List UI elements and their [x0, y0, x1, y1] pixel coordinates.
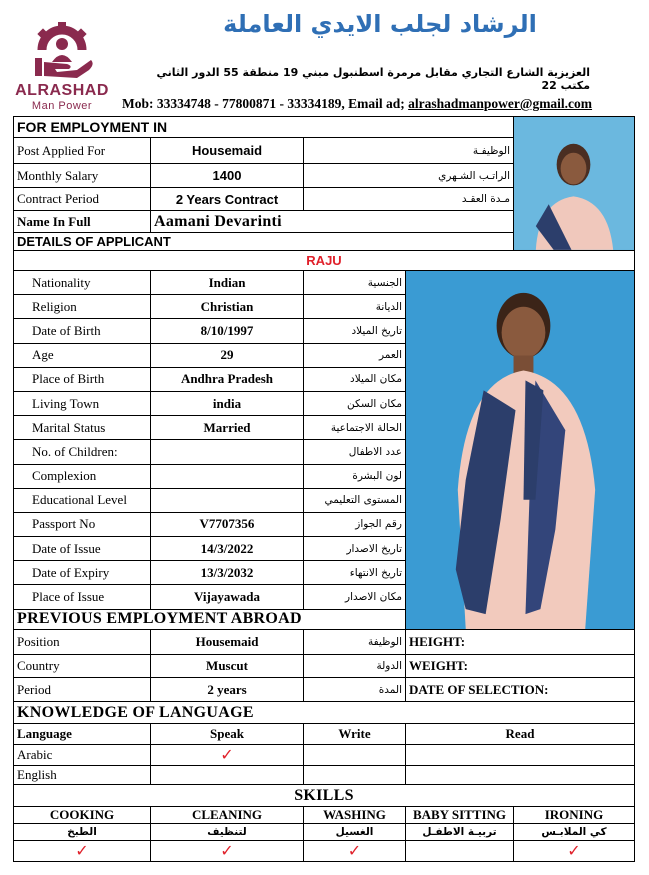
skills-heading: SKILLS	[14, 785, 635, 807]
col-write: Write	[304, 724, 406, 745]
field-label: Post Applied For	[14, 138, 151, 164]
field-value: 14/3/2022	[151, 537, 304, 561]
side-field-label: HEIGHT:	[406, 630, 635, 655]
table-row	[14, 724, 635, 745]
col-language: Language	[14, 724, 151, 745]
table-row	[14, 766, 635, 785]
field-label-ar: مكان الميلاد	[304, 367, 406, 391]
field-label: Country	[14, 655, 151, 678]
field-value: 8/10/1997	[151, 319, 304, 343]
field-label: Marital Status	[14, 416, 151, 440]
language-heading: KNOWLEDGE OF LANGUAGE	[14, 702, 635, 724]
skill-name: WASHING	[304, 807, 406, 824]
applicant-portrait-photo	[514, 117, 635, 251]
skill-name-ar: تربيـة الاطفـل	[406, 824, 514, 841]
field-label-ar: رقم الجواز	[304, 512, 406, 536]
company-logo	[14, 20, 110, 112]
speak-check	[151, 766, 304, 785]
field-value: 13/3/2032	[151, 561, 304, 585]
skill-check: ✓	[151, 841, 304, 862]
skill-name-ar: الطبخ	[14, 824, 151, 841]
field-value: Married	[151, 416, 304, 440]
field-value: 29	[151, 343, 304, 367]
skill-check: ✓	[304, 841, 406, 862]
table-row	[14, 824, 635, 841]
field-label-ar: العمر	[304, 343, 406, 367]
field-label: No. of Children:	[14, 440, 151, 464]
field-label-ar: الراتـب الشـهري	[304, 164, 514, 188]
field-value: Housemaid	[151, 138, 304, 164]
skill-name: IRONING	[514, 807, 635, 824]
skill-check	[406, 841, 514, 862]
table-row	[14, 785, 635, 807]
field-value: V7707356	[151, 512, 304, 536]
details-heading: DETAILS OF APPLICANT	[14, 233, 514, 251]
field-value: Muscut	[151, 655, 304, 678]
field-value: india	[151, 391, 304, 415]
field-label: Date of Issue	[14, 537, 151, 561]
field-label-ar: مـدة العقـد	[304, 188, 514, 211]
read-check	[406, 745, 635, 766]
field-value	[151, 464, 304, 488]
field-value: Christian	[151, 295, 304, 319]
employment-heading: FOR EMPLOYMENT IN	[14, 117, 514, 138]
field-label: Nationality	[14, 271, 151, 295]
speak-check: ✓	[151, 745, 304, 766]
skill-check: ✓	[14, 841, 151, 862]
skill-name-ar: الغسيل	[304, 824, 406, 841]
name-label: Name In Full	[14, 211, 151, 233]
field-label: Position	[14, 630, 151, 655]
field-value: Andhra Pradesh	[151, 367, 304, 391]
field-label: Living Town	[14, 391, 151, 415]
table-row	[14, 271, 635, 295]
skill-name-ar: لتنظيف	[151, 824, 304, 841]
table-row	[14, 745, 635, 766]
skill-name: BABY SITTING	[406, 807, 514, 824]
table-row	[14, 807, 635, 824]
field-label-ar: الوظيفة	[304, 630, 406, 655]
field-label-ar: الدولة	[304, 655, 406, 678]
table-row	[14, 702, 635, 724]
field-label: Contract Period	[14, 188, 151, 211]
field-label: Period	[14, 678, 151, 702]
field-label-ar: تاريخ الانتهاء	[304, 561, 406, 585]
applicant-full-photo	[406, 271, 635, 630]
skill-name: COOKING	[14, 807, 151, 824]
field-label-ar: لون البشرة	[304, 464, 406, 488]
field-label-ar: المدة	[304, 678, 406, 702]
field-value: 1400	[151, 164, 304, 188]
field-label: Age	[14, 343, 151, 367]
name-value: Aamani Devarinti	[151, 211, 514, 233]
table-row	[14, 841, 635, 862]
field-value	[151, 488, 304, 512]
col-read: Read	[406, 724, 635, 745]
previous-employment-heading: PREVIOUS EMPLOYMENT ABROAD	[14, 609, 406, 629]
field-label-ar: الحالة الاجتماعية	[304, 416, 406, 440]
gear-hand-icon	[27, 20, 97, 80]
side-field-label: WEIGHT:	[406, 655, 635, 678]
logo-main-text: ALRASHAD	[15, 82, 109, 99]
write-check	[304, 766, 406, 785]
field-label-ar: تاريخ الاصدار	[304, 537, 406, 561]
field-label: Educational Level	[14, 488, 151, 512]
table-row	[14, 678, 635, 702]
field-label: Date of Birth	[14, 319, 151, 343]
col-speak: Speak	[151, 724, 304, 745]
field-label-ar: الوظيفـة	[304, 138, 514, 164]
side-field-label: DATE OF SELECTION:	[406, 678, 635, 702]
language-name: Arabic	[14, 745, 151, 766]
read-check	[406, 766, 635, 785]
company-title: الرشاد لجلب الايدي العاملة	[223, 10, 537, 38]
field-label-ar: الديانة	[304, 295, 406, 319]
table-row	[14, 630, 635, 655]
field-label-ar: مكان الاصدار	[304, 585, 406, 609]
field-label-ar: الجنسية	[304, 271, 406, 295]
field-value: Housemaid	[151, 630, 304, 655]
field-label: Complexion	[14, 464, 151, 488]
phone-numbers: Mob: 33334748 - 77800871 - 33334189, Email ad;	[122, 96, 409, 111]
field-label: Monthly Salary	[14, 164, 151, 188]
field-value: Vijayawada	[151, 585, 304, 609]
agent-name: RAJU	[14, 251, 635, 271]
write-check	[304, 745, 406, 766]
field-label-ar: عدد الاطفال	[304, 440, 406, 464]
skill-name-ar: كي الملابـس	[514, 824, 635, 841]
field-value: Indian	[151, 271, 304, 295]
skill-name: CLEANING	[151, 807, 304, 824]
field-label: Passport No	[14, 512, 151, 536]
contact-line	[122, 96, 592, 112]
table-row	[14, 251, 635, 271]
field-value	[151, 440, 304, 464]
field-label: Place of Birth	[14, 367, 151, 391]
field-label-ar: مكان السكن	[304, 391, 406, 415]
table-row	[14, 655, 635, 678]
field-label-ar: تاريخ الميلاد	[304, 319, 406, 343]
field-label: Date of Expiry	[14, 561, 151, 585]
company-address: العزيزية الشارع التجاري مقابل مرمرة اسطنبول مبني 19 منطقة 55 الدور الثاني مكتب 22	[156, 66, 590, 92]
field-label-ar: المستوى التعليمي	[304, 488, 406, 512]
field-label: Religion	[14, 295, 151, 319]
field-value: 2 years	[151, 678, 304, 702]
cv-form	[13, 116, 635, 862]
language-name: English	[14, 766, 151, 785]
field-label: Place of Issue	[14, 585, 151, 609]
email-link[interactable]: alrashadmanpower@gmail.com	[408, 96, 593, 111]
logo-sub-text: Man Power	[31, 100, 93, 112]
skill-check: ✓	[514, 841, 635, 862]
field-value: 2 Years Contract	[151, 188, 304, 211]
